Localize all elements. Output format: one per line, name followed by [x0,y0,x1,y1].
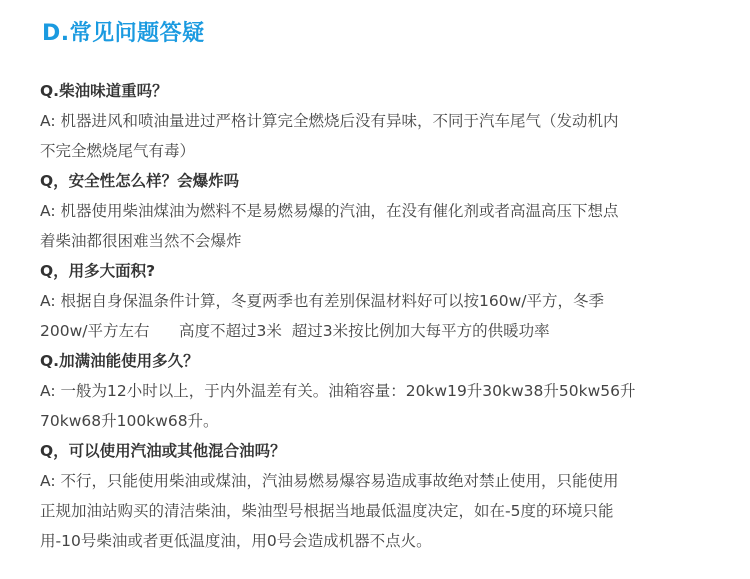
faq-item [40,256,720,346]
faq-answer-line: 200w/平方左右 高度不超过3米 超过3米按比例加大每平方的供暖功率 [40,322,550,340]
faq-answer-line: 用-10号柴油或者更低温度油，用0号会造成机器不点火。 [40,532,432,550]
faq-question: Q，可以使用汽油或其他混合油吗？ [40,442,286,460]
faq-answer-line: A: 不行，只能使用柴油或煤油，汽油易燃易爆容易造成事故绝对禁止使用，只能使用 [40,472,619,490]
faq-question: Q，安全性怎么样？会爆炸吗 [40,172,240,190]
faq-item [40,346,720,436]
faq-answer [40,106,720,166]
faq-list [40,76,720,556]
faq-answer-line: 70kw68升100kw68升。 [40,412,219,430]
faq-question: Q.加满油能使用多久？ [40,352,199,370]
faq-answer-line: 不完全燃烧尾气有毒） [40,142,196,160]
faq-answer-line: A: 机器进风和喷油量进过严格计算完全燃烧后没有异味，不同于汽车尾气（发动机内 [40,112,619,130]
faq-answer [40,196,720,256]
faq-answer [40,286,720,346]
faq-question: Q，用多大面积? [40,262,156,280]
faq-answer-line: A: 根据自身保温条件计算，冬夏两季也有差别保温材料好可以按160w/平方，冬季 [40,292,604,310]
faq-item [40,76,720,166]
faq-answer-line: 正规加油站购买的清洁柴油，柴油型号根据当地最低温度决定，如在-5度的环境只能 [40,502,614,520]
faq-answer [40,376,720,436]
section-title: D.常见问题答疑 [42,21,205,46]
faq-question: Q.柴油味道重吗？ [40,82,168,100]
faq-item [40,166,720,256]
faq-answer [40,466,720,556]
faq-answer-line: A: 一般为12小时以上，于内外温差有关。油箱容量：20kw19升30kw38升50kw56升 [40,382,636,400]
faq-answer-line: A: 机器使用柴油煤油为燃料不是易燃易爆的汽油，在没有催化剂或者高温高压下想点 [40,202,619,220]
faq-item [40,436,720,556]
faq-answer-line: 着柴油都很困难当然不会爆炸 [40,232,242,250]
